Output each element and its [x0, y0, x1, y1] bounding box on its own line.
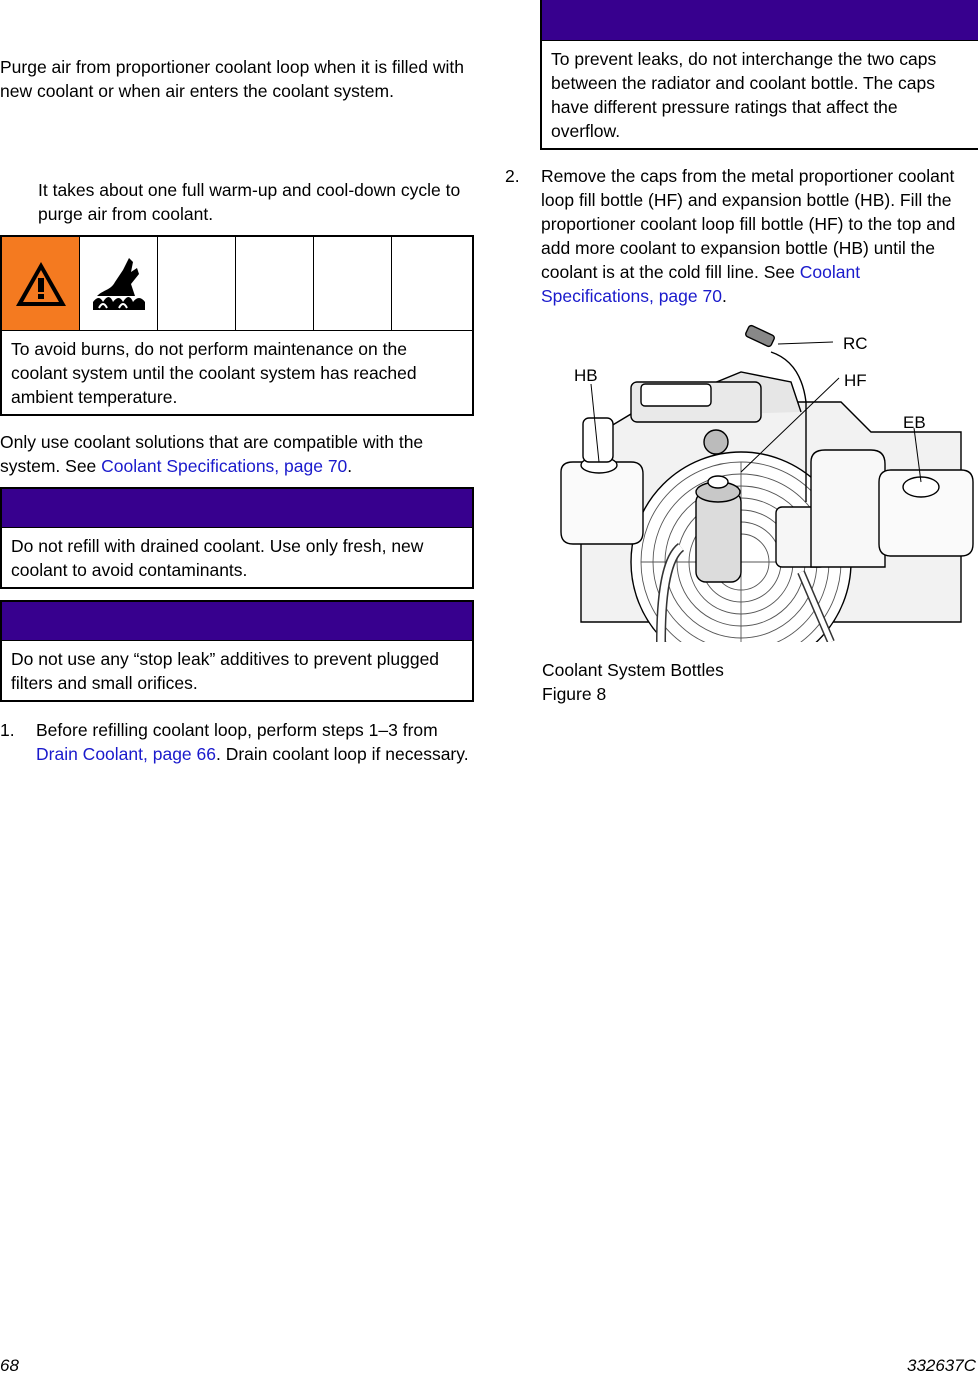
callout-rc: RC — [843, 334, 868, 353]
step-text-start: Remove the caps from the metal proportioner coolant loop fill bottle (HF) and expansion bottle (HB). Fill the proportioner coolant loop fill bottle (HF) to the top and add more coolant to expansion bottle (HB) until the coolant is at the cold fill line. See — [541, 166, 956, 282]
caption-title: Coolant System Bottles — [542, 660, 724, 680]
warning-box — [0, 235, 474, 416]
empty-icon-cell — [392, 237, 470, 330]
notice-text: To prevent leaks, do not interchange the two caps between the radiator and coolant bottle. The caps have different pressure ratings that affect the overflow. — [551, 49, 937, 141]
notice-text: Do not refill with drained coolant. Use only fresh, new coolant to avoid contaminants. — [11, 536, 424, 580]
coolant-system-figure — [541, 322, 978, 642]
intro-paragraph: Purge air from proportioner coolant loop when it is filled with new coolant or when air enters the coolant system. — [0, 57, 464, 101]
step-text-start: Before refilling coolant loop, perform steps 1–3 from — [36, 720, 438, 740]
callout-hb: HB — [574, 366, 598, 385]
warning-triangle-icon — [2, 237, 80, 330]
coolant-specs-link[interactable]: Coolant Specifications, page 70 — [541, 262, 861, 306]
compat-text: Only use coolant solutions that are compatible with the system. See — [0, 432, 424, 476]
compat-text-end: . — [347, 456, 353, 476]
coolant-specs-link[interactable]: Coolant Specifications, page 70 — [101, 456, 348, 476]
caption-number: Figure 8 — [542, 684, 607, 704]
step-text — [541, 164, 977, 308]
notice-text: Do not use any “stop leak” additives to prevent plugged filters and small orifices. — [11, 649, 440, 693]
figure-caption — [542, 658, 724, 706]
step-number: 1. — [0, 720, 15, 740]
empty-icon-cell — [314, 237, 392, 330]
notice-header-bar — [2, 602, 472, 641]
note-text: It takes about one full warm-up and cool-down cycle to purge air from coolant. — [38, 180, 461, 224]
step-2 — [505, 164, 977, 308]
callout-eb: EB — [903, 413, 926, 432]
notice-box — [0, 600, 474, 702]
notice-header-bar — [2, 489, 472, 528]
coolant-system-illustration — [541, 322, 978, 642]
step-1 — [0, 718, 470, 766]
notice-box — [0, 487, 474, 589]
warning-icon-row — [2, 237, 472, 331]
notice-box — [540, 0, 978, 150]
empty-icon-cell — [236, 237, 314, 330]
notice-header-bar — [542, 0, 978, 41]
step-text — [36, 718, 470, 766]
hot-surface-icon — [80, 237, 158, 330]
step-text-end: . — [721, 286, 727, 306]
drain-coolant-link[interactable]: Drain Coolant, page 66 — [36, 744, 216, 764]
callout-hf: HF — [844, 371, 867, 390]
empty-icon-cell — [158, 237, 236, 330]
step-number: 2. — [505, 166, 520, 186]
compat-paragraph — [0, 430, 470, 478]
page-number: 68 — [0, 1356, 19, 1375]
document-number: 332637C — [906, 1356, 976, 1375]
warning-text: To avoid burns, do not perform maintenance on the coolant system until the coolant system has reached ambient temperature. — [11, 339, 417, 407]
step-text-end: . Drain coolant loop if necessary. — [215, 744, 469, 764]
